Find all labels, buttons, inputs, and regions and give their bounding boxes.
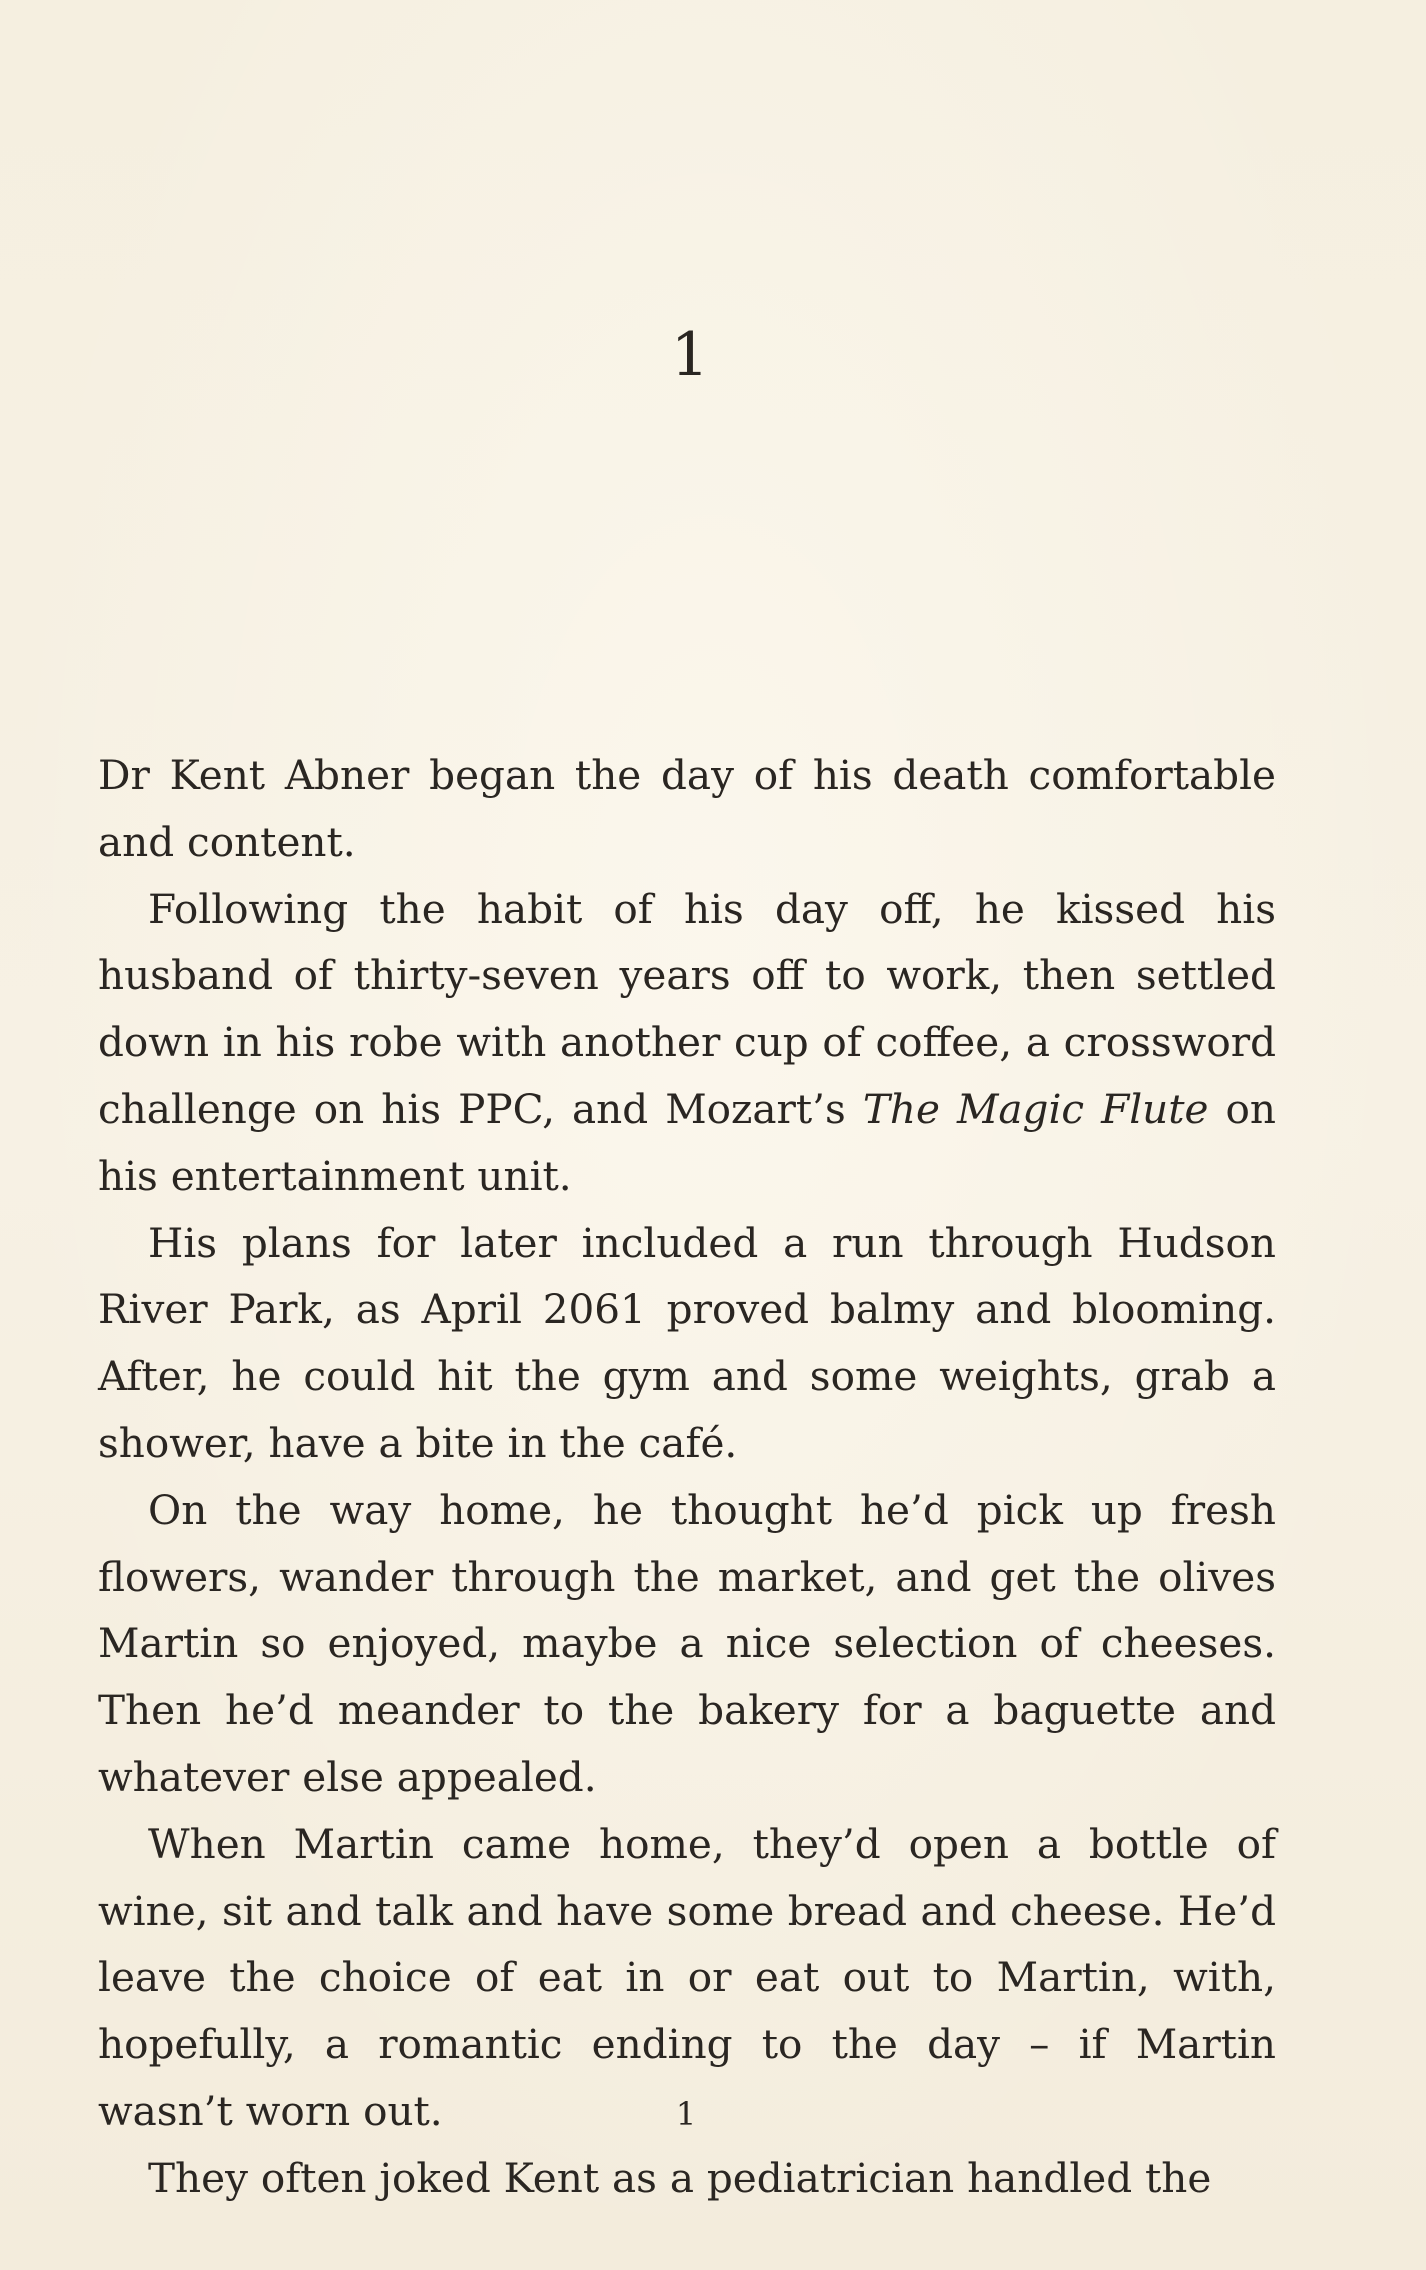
book-title-italic: The Magic Flute (862, 1084, 1209, 1133)
paragraph: When Martin came home, they’d open a bottle of wine, sit and talk and have some bread and cheese. He’d leave the choice of eat in or eat out to Martin, with, hopefully, a romantic ending to the day – if Martin wasn’t worn out. (98, 1819, 1276, 2135)
paragraph (98, 876, 1276, 1210)
body-text (98, 742, 1276, 2212)
page-number: 1 (675, 2095, 697, 2133)
paragraph: Dr Kent Abner began the day of his death comfortable and content. (98, 751, 1276, 866)
chapter-number: 1 (670, 320, 710, 390)
paragraph: On the way home, he thought he’d pick up fresh flowers, wander through the market, and get the olives Martin so enjoyed, maybe a nice selection of cheeses. Then he’d meander to the bakery for a baguette and whatever else appealed. (98, 1485, 1276, 1801)
paragraph-text: on his entertainment unit. (98, 1084, 1276, 1200)
paragraph-text: Following the habit of his day off, he kissed his husband of thirty-seven years off to work, then settled down in his robe with another cup of coffee, a crossword challenge on his PPC, and Mozart’s (98, 884, 1276, 1133)
paragraph: His plans for later included a run through Hudson River Park, as April 2061 proved balmy and blooming. After, he could hit the gym and some weights, grab a shower, have a bite in the café. (98, 1218, 1276, 1467)
paragraph: They often joked Kent as a pediatrician handled the (148, 2153, 1212, 2202)
